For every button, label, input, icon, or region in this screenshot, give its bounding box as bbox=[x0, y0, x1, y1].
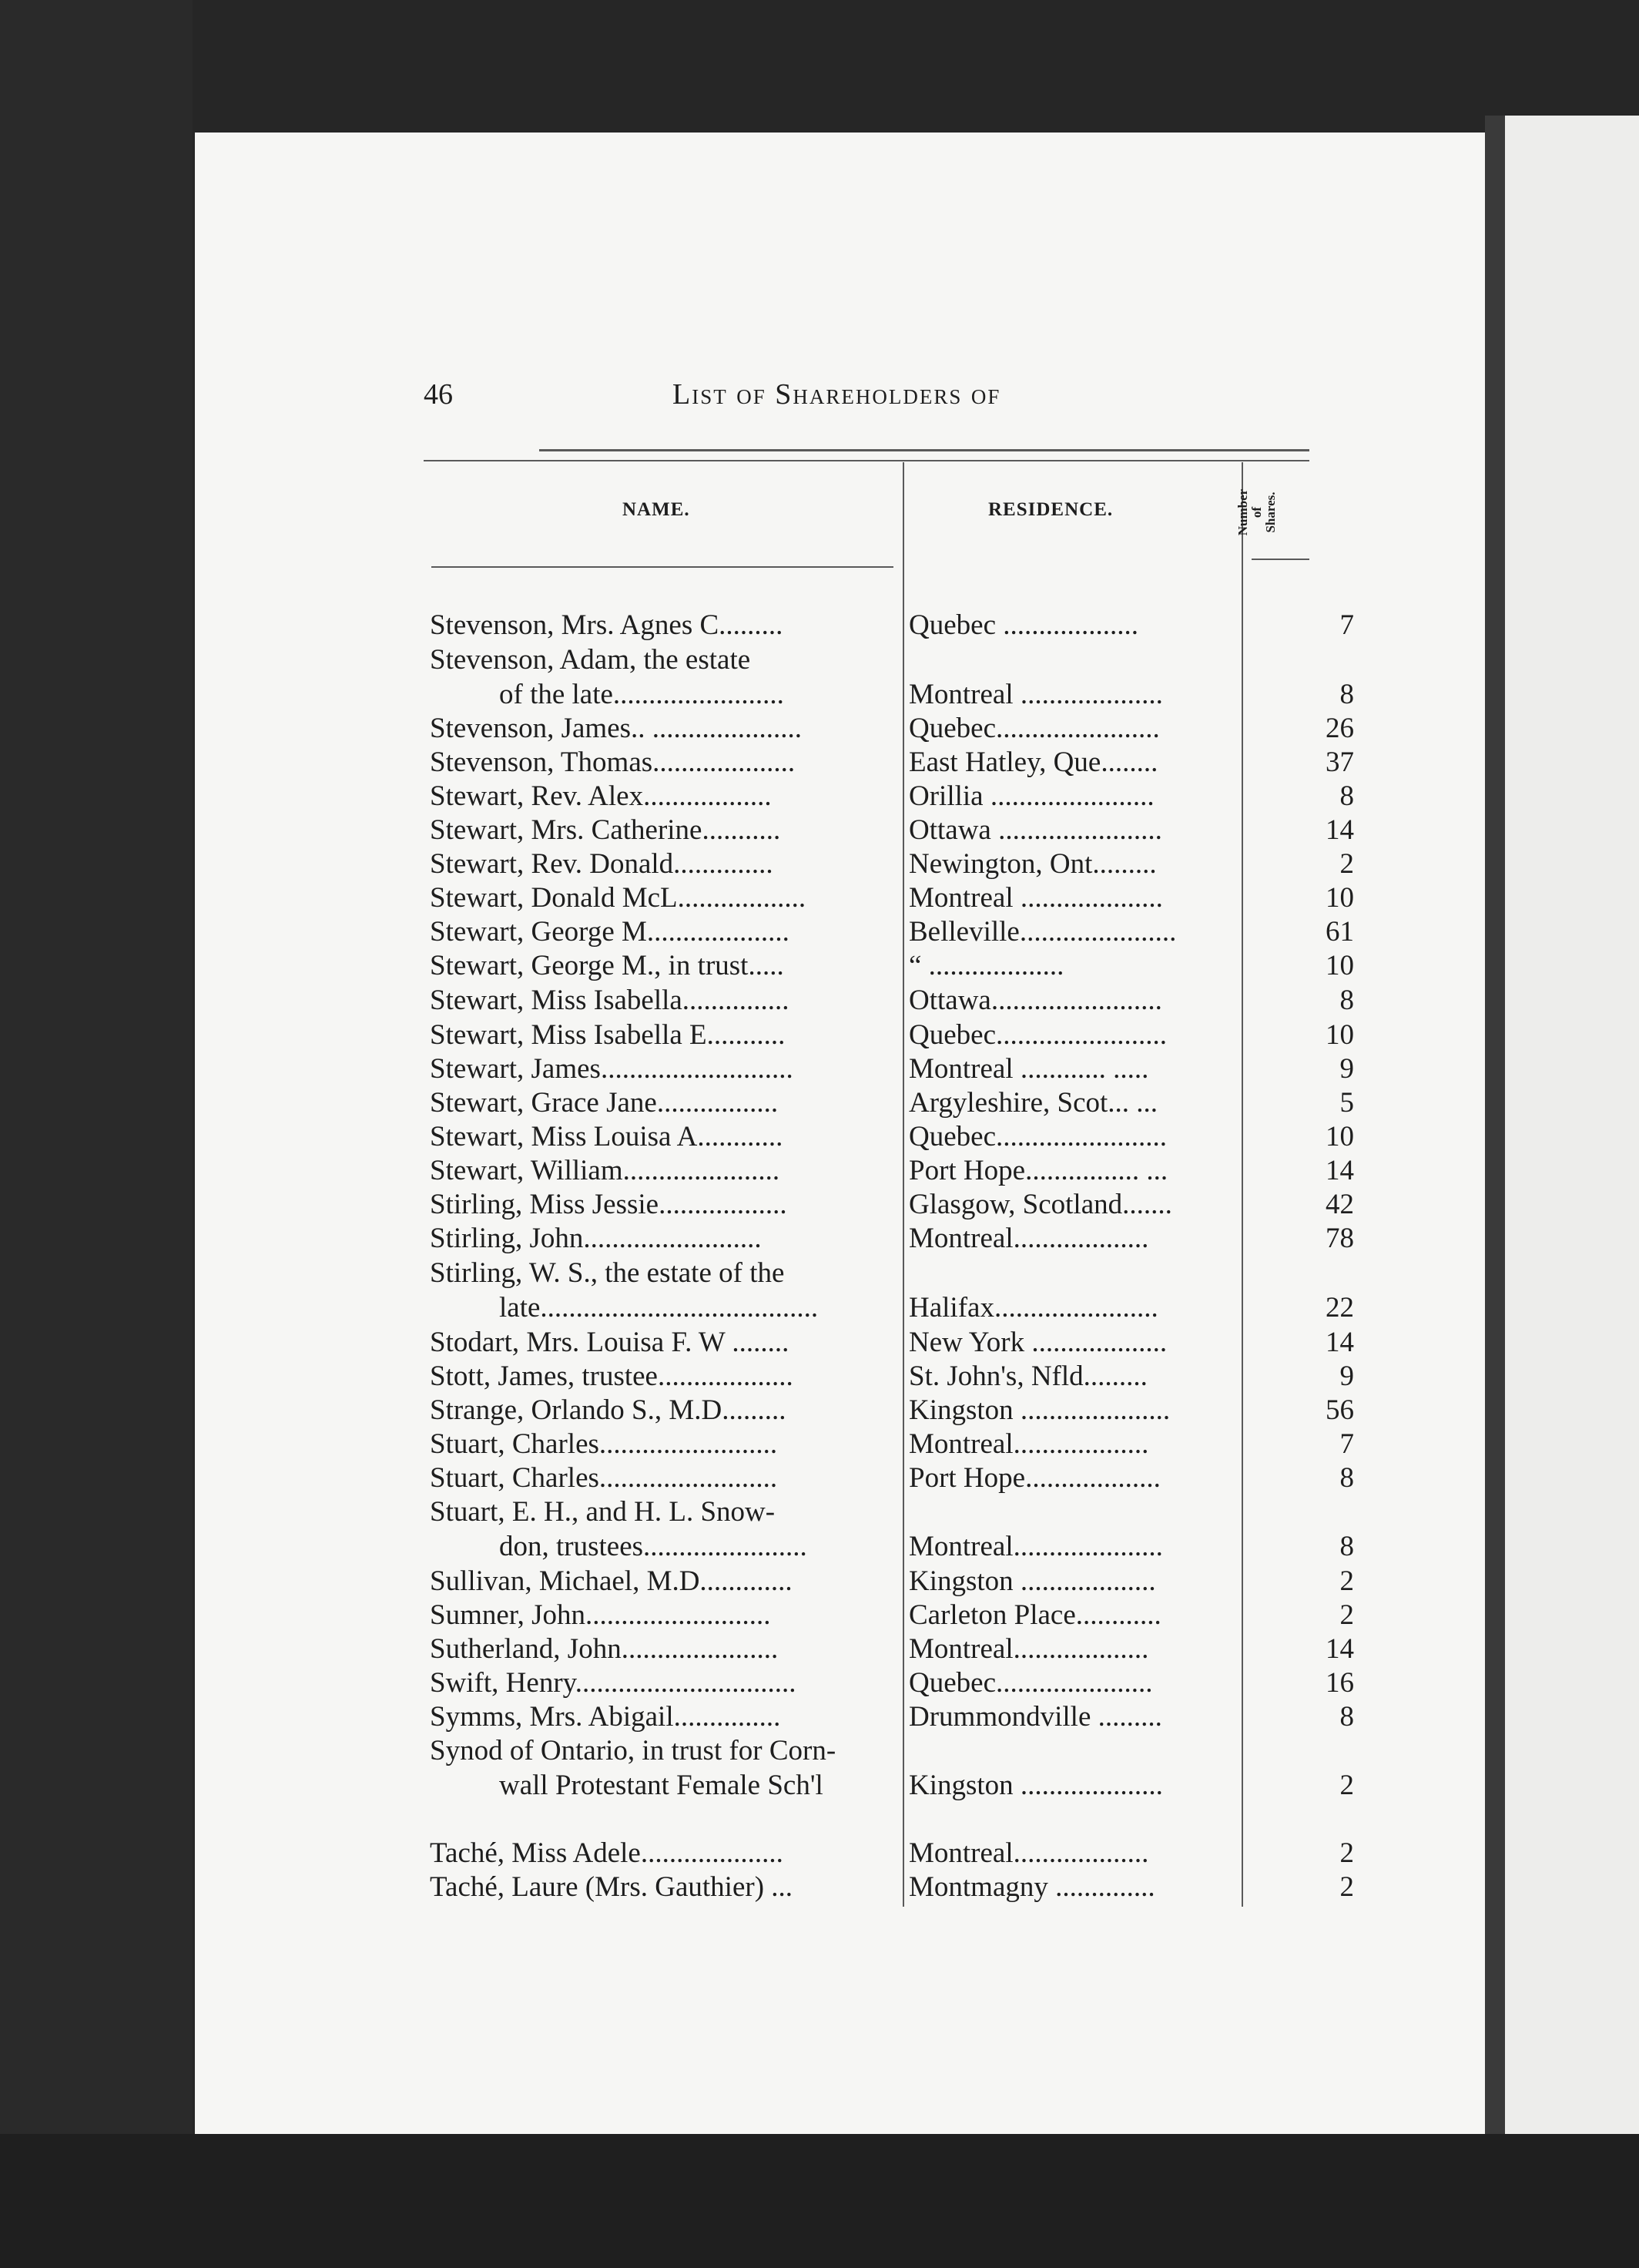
shareholder-name: Symms, Mrs. Abigail............... bbox=[430, 1701, 781, 1733]
shareholder-name: Synod of Ontario, in trust for Corn- bbox=[430, 1735, 836, 1766]
residence-cell: Port Hope................... bbox=[909, 1462, 1161, 1494]
shareholder-name: Stott, James, trustee................... bbox=[430, 1360, 793, 1392]
shares-cell: 9 bbox=[1339, 1360, 1354, 1392]
residence-cell: Quebec........................ bbox=[909, 1121, 1167, 1152]
shares-cell: 8 bbox=[1339, 1462, 1354, 1494]
shareholder-name: Swift, Henry............................... bbox=[430, 1667, 796, 1699]
top-rule-thick bbox=[539, 449, 1309, 451]
residence-cell: Ottawa........................ bbox=[909, 985, 1162, 1016]
shareholder-name: Stewart, Miss Louisa A............ bbox=[430, 1121, 783, 1152]
shareholder-name: Stuart, E. H., and H. L. Snow- bbox=[430, 1496, 776, 1528]
shares-cell: 10 bbox=[1326, 1121, 1354, 1152]
residence-cell: Quebec....................... bbox=[909, 713, 1160, 744]
residence-cell: Kingston ................... bbox=[909, 1565, 1156, 1597]
shares-cell: 9 bbox=[1339, 1053, 1354, 1085]
name-column-header: NAME. bbox=[622, 499, 690, 520]
scan-background-bottom bbox=[0, 2134, 1639, 2268]
shares-column-header: Number of Shares. bbox=[1235, 488, 1278, 536]
residence-cell: Montreal .................... bbox=[909, 882, 1163, 914]
residence-cell: Kingston .................... bbox=[909, 1770, 1163, 1801]
shareholder-name: Stevenson, Mrs. Agnes C......... bbox=[430, 609, 783, 641]
residence-cell: Newington, Ont......... bbox=[909, 848, 1157, 880]
shares-cell: 8 bbox=[1339, 780, 1354, 812]
shareholder-name: Stewart, Rev. Alex.................. bbox=[430, 780, 772, 812]
name-col-header-rule bbox=[431, 566, 893, 568]
shares-cell: 10 bbox=[1326, 1019, 1354, 1051]
shares-cell: 26 bbox=[1326, 713, 1354, 744]
shareholder-name: Stevenson, Thomas.................... bbox=[430, 746, 796, 778]
residence-cell: New York ................... bbox=[909, 1327, 1168, 1358]
shares-cell: 14 bbox=[1326, 1327, 1354, 1358]
shareholder-name: Stodart, Mrs. Louisa F. W ........ bbox=[430, 1327, 789, 1358]
shares-cell: 2 bbox=[1339, 1871, 1354, 1903]
residence-cell: “ ................... bbox=[909, 950, 1064, 981]
shareholder-name: Stewart, George M., in trust..... bbox=[430, 950, 784, 981]
shares-cell: 42 bbox=[1326, 1189, 1354, 1220]
shareholder-name: Stewart, Miss Isabella E........... bbox=[430, 1019, 786, 1051]
shareholder-name: Stewart, Miss Isabella............... bbox=[430, 985, 789, 1016]
shares-cell: 78 bbox=[1326, 1223, 1354, 1254]
residence-cell: Montreal..................... bbox=[909, 1531, 1163, 1562]
shareholder-name: Stuart, Charles......................... bbox=[430, 1462, 778, 1494]
shares-cell: 16 bbox=[1326, 1667, 1354, 1699]
shareholder-name: Stirling, John......................... bbox=[430, 1223, 762, 1254]
shares-cell: 2 bbox=[1339, 848, 1354, 880]
residence-cell: Port Hope................ ... bbox=[909, 1155, 1168, 1186]
shares-cell: 8 bbox=[1339, 679, 1354, 710]
shares-cell: 5 bbox=[1339, 1087, 1354, 1119]
shareholder-name: Sumner, John.......................... bbox=[430, 1599, 771, 1631]
shares-cell: 7 bbox=[1339, 609, 1354, 641]
shares-cell: 61 bbox=[1326, 916, 1354, 948]
shareholder-name: of the late........................ bbox=[499, 679, 784, 710]
residence-cell: Montreal ............ ..... bbox=[909, 1053, 1149, 1085]
shareholder-name: Sullivan, Michael, M.D............. bbox=[430, 1565, 793, 1597]
shares-cell: 8 bbox=[1339, 1531, 1354, 1562]
shareholder-name: Sutherland, John...................... bbox=[430, 1633, 779, 1665]
shareholder-name: Stewart, William...................... bbox=[430, 1155, 780, 1186]
top-rule-thin bbox=[424, 460, 1309, 461]
shares-cell: 37 bbox=[1326, 746, 1354, 778]
residence-cell: Montreal................... bbox=[909, 1633, 1149, 1665]
residence-cell: Drummondville ......... bbox=[909, 1701, 1162, 1733]
shares-cell: 2 bbox=[1339, 1837, 1354, 1869]
shares-cell: 56 bbox=[1326, 1394, 1354, 1426]
column-divider-name-residence bbox=[903, 462, 904, 1907]
shareholder-name: Taché, Miss Adele.................... bbox=[430, 1837, 783, 1869]
shares-cell: 10 bbox=[1326, 882, 1354, 914]
residence-cell: Carleton Place............ bbox=[909, 1599, 1161, 1631]
residence-cell: Quebec ................... bbox=[909, 609, 1138, 641]
shares-cell: 14 bbox=[1326, 1633, 1354, 1665]
shares-cell: 2 bbox=[1339, 1565, 1354, 1597]
shares-col-header-rule bbox=[1252, 559, 1309, 560]
facing-page-edge bbox=[1505, 116, 1639, 2134]
column-divider-residence-shares bbox=[1242, 462, 1243, 1907]
shares-cell: 2 bbox=[1339, 1599, 1354, 1631]
shareholder-name: Stewart, Donald McL.................. bbox=[430, 882, 806, 914]
residence-cell: Montreal................... bbox=[909, 1428, 1149, 1460]
shares-cell: 8 bbox=[1339, 985, 1354, 1016]
shares-cell: 10 bbox=[1326, 950, 1354, 981]
shareholder-name: Stewart, Rev. Donald.............. bbox=[430, 848, 773, 880]
shareholder-name: wall Protestant Female Sch'l bbox=[499, 1770, 823, 1801]
residence-cell: Glasgow, Scotland....... bbox=[909, 1189, 1172, 1220]
shares-cell: 14 bbox=[1326, 814, 1354, 846]
shareholder-name: Strange, Orlando S., M.D......... bbox=[430, 1394, 786, 1426]
shareholder-name: Stevenson, Adam, the estate bbox=[430, 644, 751, 676]
shareholder-name: Stewart, George M.................... bbox=[430, 916, 789, 948]
shareholder-name: Taché, Laure (Mrs. Gauthier) ... bbox=[430, 1871, 793, 1903]
residence-cell: Quebec...................... bbox=[909, 1667, 1153, 1699]
residence-cell: Ottawa ....................... bbox=[909, 814, 1162, 846]
residence-column-header: RESIDENCE. bbox=[988, 499, 1114, 520]
page-title: List of Shareholders of bbox=[672, 378, 1001, 411]
shareholder-name: Stirling, Miss Jessie.................. bbox=[430, 1189, 787, 1220]
page-number: 46 bbox=[424, 378, 453, 411]
shareholder-name: late....................................... bbox=[499, 1292, 819, 1324]
shareholder-name: Stewart, Mrs. Catherine........... bbox=[430, 814, 781, 846]
shares-cell: 7 bbox=[1339, 1428, 1354, 1460]
shares-cell: 22 bbox=[1326, 1292, 1354, 1324]
residence-cell: Montreal .................... bbox=[909, 679, 1163, 710]
page-gutter-shadow bbox=[1485, 116, 1505, 2134]
residence-cell: St. John's, Nfld......... bbox=[909, 1360, 1148, 1392]
shareholder-name: Stevenson, James.. ..................... bbox=[430, 713, 803, 744]
shareholder-name: Stewart, Grace Jane................. bbox=[430, 1087, 779, 1119]
scan-background-left bbox=[0, 0, 193, 2268]
shareholder-name: don, trustees....................... bbox=[499, 1531, 807, 1562]
residence-cell: Montmagny .............. bbox=[909, 1871, 1155, 1903]
residence-cell: Montreal................... bbox=[909, 1837, 1149, 1869]
residence-cell: East Hatley, Que........ bbox=[909, 746, 1158, 778]
shares-cell: 8 bbox=[1339, 1701, 1354, 1733]
residence-cell: Orillia ....................... bbox=[909, 780, 1155, 812]
residence-cell: Quebec........................ bbox=[909, 1019, 1167, 1051]
residence-cell: Argyleshire, Scot... ... bbox=[909, 1087, 1158, 1119]
residence-cell: Belleville...................... bbox=[909, 916, 1177, 948]
shareholder-name: Stewart, James........................... bbox=[430, 1053, 793, 1085]
residence-cell: Halifax....................... bbox=[909, 1292, 1158, 1324]
shareholder-name: Stuart, Charles......................... bbox=[430, 1428, 778, 1460]
residence-cell: Montreal................... bbox=[909, 1223, 1149, 1254]
shares-cell: 14 bbox=[1326, 1155, 1354, 1186]
shareholder-name: Stirling, W. S., the estate of the bbox=[430, 1257, 785, 1289]
residence-cell: Kingston ..................... bbox=[909, 1394, 1171, 1426]
shares-cell: 2 bbox=[1339, 1770, 1354, 1801]
